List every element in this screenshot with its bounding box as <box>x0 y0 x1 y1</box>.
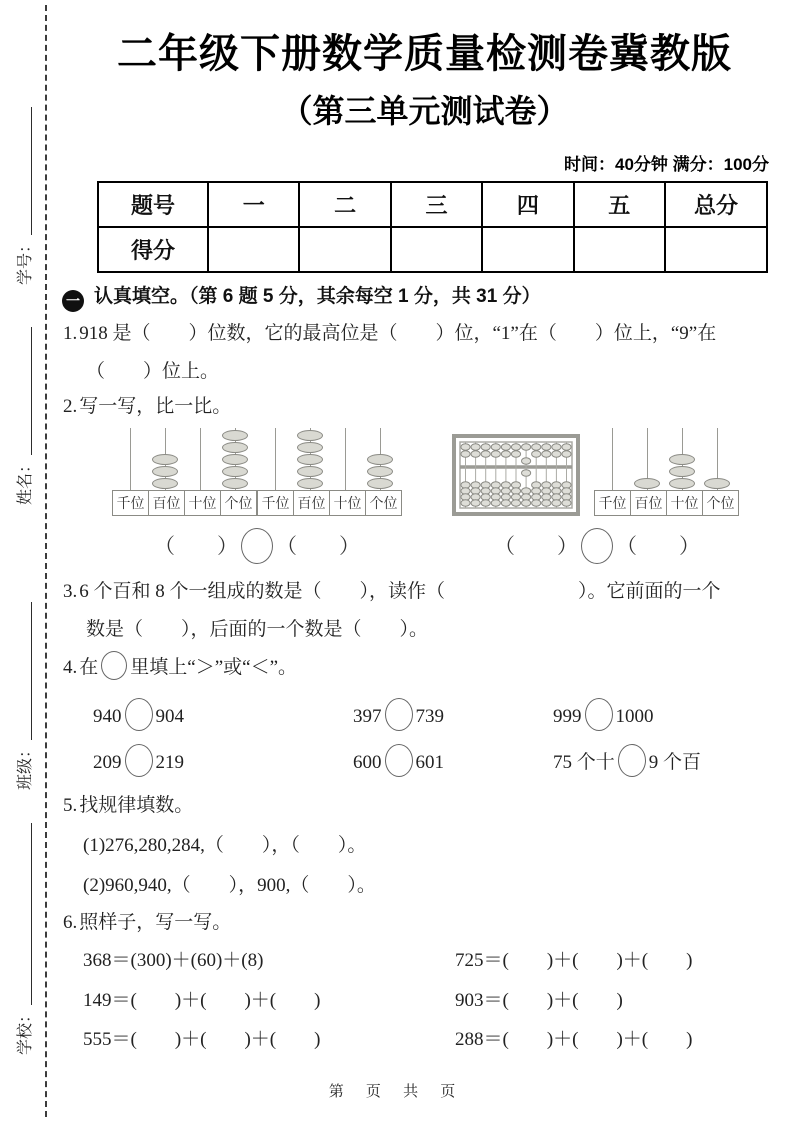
comparison-circle <box>581 528 613 564</box>
question-5-number: 5. <box>63 795 78 816</box>
compare-left: 940 <box>93 706 122 727</box>
question-3-line-2: 数是（ ），后面的一个数是（ ）。 <box>86 619 429 640</box>
rack-bead <box>222 466 248 477</box>
compare-left: 999 <box>553 706 582 727</box>
question-5-line-1: (1)276,280,284,（ ），（ ）。 <box>83 835 367 856</box>
decompose-item: 725＝( )＋( )＋( ) <box>455 950 693 971</box>
question-3-line-1 <box>63 576 721 603</box>
compare-item <box>353 744 444 777</box>
student-name-blank <box>16 327 32 455</box>
compare-left: 397 <box>353 706 382 727</box>
class-field <box>12 602 35 790</box>
place-value-label: 个位 <box>365 490 402 516</box>
place-value-label: 千位 <box>594 490 631 516</box>
question-6-prompt <box>63 907 231 934</box>
comparison-circle <box>385 744 413 777</box>
score-header-cell: 五 <box>574 182 665 227</box>
rack-bead <box>297 430 323 441</box>
rack-bead <box>669 454 695 465</box>
page-title: 二年级下册数学质量检测卷冀教版 <box>117 32 732 76</box>
rack-rod <box>182 428 217 490</box>
place-value-label: 百位 <box>148 490 185 516</box>
comparison-row-left <box>112 528 402 564</box>
comparison-circle <box>125 698 153 731</box>
student-id-field <box>12 107 35 285</box>
comparison-row-right <box>452 528 742 564</box>
rack-bead <box>152 454 178 465</box>
decompose-item: 903＝( )＋( ) <box>455 990 623 1011</box>
score-cell <box>391 227 482 272</box>
rack-bead <box>222 442 248 453</box>
compare-left: 209 <box>93 752 122 773</box>
rack-rod <box>257 428 292 490</box>
compare-item <box>553 698 654 731</box>
student-name-label: 姓名： <box>17 456 34 505</box>
question-1-line-1 <box>63 318 716 345</box>
compare-right: 219 <box>155 752 184 773</box>
rack-rod <box>112 428 147 490</box>
comparison-circle <box>618 744 646 777</box>
compare-right: 1000 <box>615 706 654 727</box>
compare-right: 739 <box>415 706 444 727</box>
counting-rack-group-right <box>452 428 742 564</box>
question-4-text-before: 在 <box>79 657 99 678</box>
school-label: 学校： <box>17 1006 34 1055</box>
section-number-badge: 一 <box>62 290 84 312</box>
example-circle <box>101 651 127 680</box>
compare-item <box>93 744 184 777</box>
rack-rod <box>664 428 699 490</box>
compare-right: 601 <box>415 752 444 773</box>
place-value-label: 百位 <box>293 490 330 516</box>
student-id-blank <box>16 107 32 235</box>
score-table-score-row <box>98 227 767 272</box>
question-4-text-after: 里填上“＞”或“＜”。 <box>130 657 297 678</box>
comparison-circle <box>585 698 613 731</box>
question-6-row-1 <box>63 945 783 975</box>
place-value-label: 千位 <box>112 490 149 516</box>
answer-blank: （ ） <box>494 534 578 558</box>
rack-bead <box>222 454 248 465</box>
question-3-text: 6 个百和 8 个一组成的数是（ ），读作（ ）。它前面的一个 <box>79 581 721 602</box>
place-value-label: 十位 <box>184 490 221 516</box>
counting-rack-group-left <box>112 428 402 564</box>
compare-left: 600 <box>353 752 382 773</box>
rack-rod <box>629 428 664 490</box>
rack-bead <box>634 478 660 489</box>
decompose-example: 368＝(300)＋(60)＋(8) <box>83 950 264 971</box>
rack-rod <box>699 428 734 490</box>
compare-left: 75 个十 <box>553 752 615 773</box>
question-6-number: 6. <box>63 912 78 933</box>
compare-right: 904 <box>155 706 184 727</box>
section-title: 认真填空。（第 6 题 5 分，其余每空 1 分，共 31 分） <box>94 286 541 307</box>
question-2-text: 写一写，比一比。 <box>79 396 232 417</box>
class-label: 班级： <box>17 741 34 790</box>
question-4-prompt <box>63 651 297 680</box>
time-limit-text: 时间：40分钟 满分：100分 <box>564 155 769 174</box>
rack-bead <box>152 478 178 489</box>
rack-rod <box>362 428 397 490</box>
rack-bead <box>704 478 730 489</box>
page-footer: 第 页 共 页 <box>328 1083 465 1100</box>
score-row-label: 得分 <box>98 227 208 272</box>
score-table <box>97 181 768 273</box>
score-header-cell: 总分 <box>665 182 767 227</box>
decompose-item: 555＝( )＋( )＋( ) <box>83 1029 321 1050</box>
score-cell <box>208 227 299 272</box>
rack-bead <box>367 466 393 477</box>
abacus-image <box>452 434 580 516</box>
rack-bead <box>297 454 323 465</box>
school-blank <box>16 823 32 1005</box>
question-5-text: 找规律填数。 <box>79 795 194 816</box>
score-cell <box>299 227 390 272</box>
rack-rod <box>594 428 629 490</box>
question-6-row-3 <box>63 1024 783 1054</box>
question-4-row-2 <box>63 744 783 778</box>
question-4-number: 4. <box>63 657 78 678</box>
rack-bead <box>222 478 248 489</box>
rack-bead <box>669 466 695 477</box>
compare-item <box>553 744 701 777</box>
page-subtitle: （第三单元测试卷） <box>280 93 569 129</box>
rack-bead <box>669 478 695 489</box>
rack-bead <box>152 466 178 477</box>
rack-bead <box>297 478 323 489</box>
place-value-label: 百位 <box>630 490 667 516</box>
fold-dashed-line <box>45 5 47 1117</box>
score-header-cell: 一 <box>208 182 299 227</box>
comparison-circle <box>125 744 153 777</box>
rack-rod <box>147 428 182 490</box>
score-header-cell: 三 <box>391 182 482 227</box>
decompose-item: 149＝( )＋( )＋( ) <box>83 990 321 1011</box>
counting-rack-1 <box>112 428 257 516</box>
rack-bead <box>367 478 393 489</box>
question-2-number: 2. <box>63 396 78 417</box>
score-cell <box>574 227 665 272</box>
place-value-label: 十位 <box>329 490 366 516</box>
question-2-prompt <box>63 391 231 418</box>
student-name-field <box>12 327 35 505</box>
rack-bead <box>222 430 248 441</box>
score-cell <box>482 227 573 272</box>
question-3-number: 3. <box>63 581 78 602</box>
score-header-cell: 二 <box>299 182 390 227</box>
decompose-item: 288＝( )＋( )＋( ) <box>455 1029 693 1050</box>
score-header-cell: 四 <box>482 182 573 227</box>
answer-blank: （ ） <box>276 534 360 558</box>
compare-item <box>93 698 184 731</box>
answer-blank: （ ） <box>616 534 700 558</box>
school-field <box>12 823 35 1055</box>
question-6-text: 照样子，写一写。 <box>79 912 232 933</box>
place-value-label: 个位 <box>702 490 739 516</box>
answer-blank: （ ） <box>154 534 238 558</box>
rack-bead <box>367 454 393 465</box>
section-one-header <box>62 281 541 312</box>
question-1-text: 918 是（ ）位数，它的最高位是（ ）位，“1”在（ ）位上，“9”在 <box>79 323 717 344</box>
question-4-row-1 <box>63 698 783 732</box>
score-cell <box>665 227 767 272</box>
class-blank <box>16 602 32 740</box>
score-header-cell: 题号 <box>98 182 208 227</box>
question-6-row-2 <box>63 985 783 1015</box>
rack-rod <box>292 428 327 490</box>
rack-bead <box>297 466 323 477</box>
counting-rack-3 <box>594 428 739 516</box>
place-value-label: 千位 <box>257 490 294 516</box>
question-5-prompt <box>63 790 193 817</box>
comparison-circle <box>241 528 273 564</box>
place-value-label: 十位 <box>666 490 703 516</box>
comparison-circle <box>385 698 413 731</box>
rack-bead <box>297 442 323 453</box>
place-value-label: 个位 <box>220 490 257 516</box>
compare-item <box>353 698 444 731</box>
counting-rack-2 <box>257 428 402 516</box>
student-id-label: 学号： <box>17 236 34 285</box>
question-1-number: 1. <box>63 323 78 344</box>
rack-rod <box>217 428 252 490</box>
question-1-line-2: （ ）位上。 <box>86 361 220 382</box>
rack-rod <box>327 428 362 490</box>
compare-right: 9 个百 <box>648 752 702 773</box>
question-5-line-2: (2)960,940,（ ），900,（ ）。 <box>83 875 376 896</box>
score-table-header-row <box>98 182 767 227</box>
